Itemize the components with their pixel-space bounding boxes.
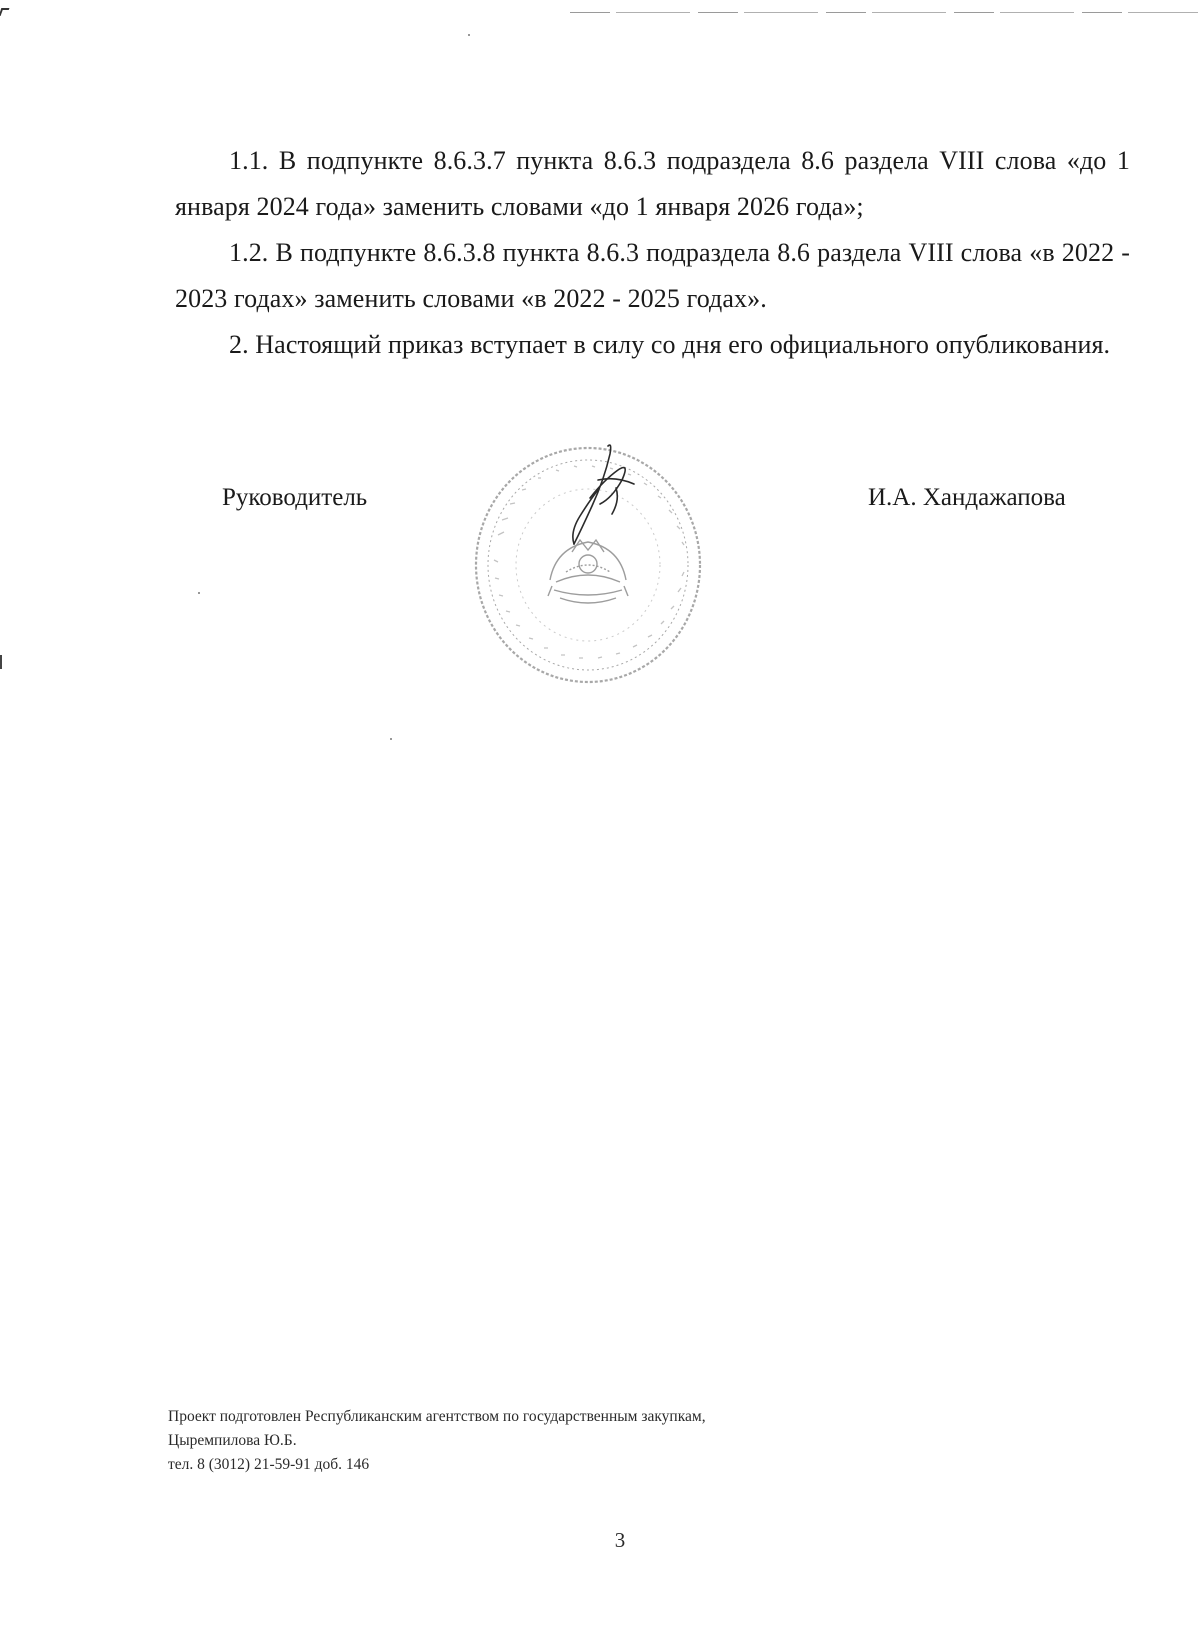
footer-line-author: Цыремпилова Ю.Б. (168, 1432, 297, 1449)
page-number: 3 (614, 1528, 626, 1552)
paragraph-2: 2. Настоящий приказ вступает в силу со дня его официального опубликования. (229, 330, 1111, 359)
scan-speck (468, 34, 470, 36)
footer-prepared-by (168, 1405, 706, 1477)
scan-edge-mark (0, 655, 2, 669)
footer-line-agency: Проект подготовлен Республиканским агентством по государственным закупкам, (168, 1408, 706, 1425)
footer-line-phone: тел. 8 (3012) 21-59-91 доб. 146 (168, 1456, 370, 1473)
handwritten-signature (560, 440, 650, 550)
scan-top-line (570, 12, 1198, 13)
scan-corner-mark (0, 8, 9, 16)
document-body (175, 138, 1130, 368)
signatory-name: И.А. Хандажапова (868, 484, 1066, 511)
paragraph-1-2: 1.2. В подпункте 8.6.3.8 пункта 8.6.3 подраздела 8.6 раздела VIII слова «в 2022 - 2023 годах» заменить словами «в 2022 - 2025 годах». (175, 238, 1130, 313)
paragraph-1-1: 1.1. В подпункте 8.6.3.7 пункта 8.6.3 подраздела 8.6 раздела VIII слова «до 1 января 2024 года» заменить словами «до 1 января 2026 года»; (175, 146, 1130, 221)
scan-speck (390, 738, 392, 740)
signatory-title: Руководитель (222, 484, 368, 511)
scan-speck (198, 592, 200, 594)
